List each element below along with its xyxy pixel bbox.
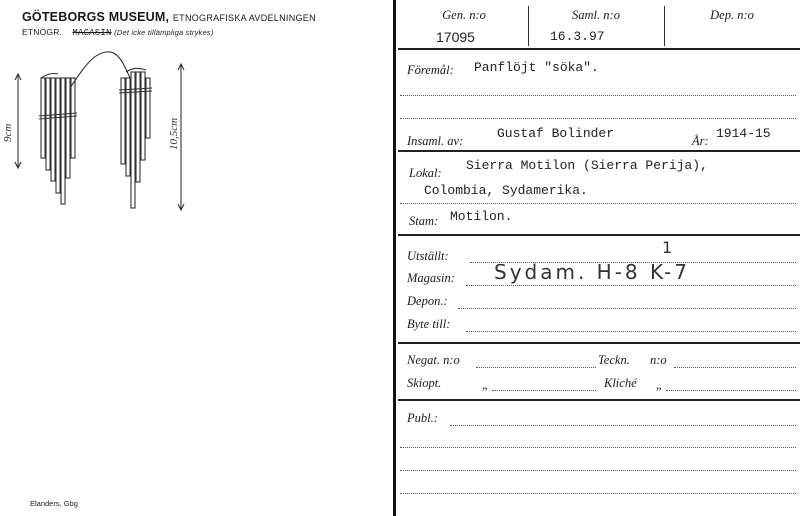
depon-label: Depon.: [407,294,448,308]
struck-word: MAGASIN [72,28,112,38]
stam-value: Motilon. [450,209,513,224]
magasin-value: Sydam. H-8 K-7 [494,260,690,284]
gen-label: Gen. n:o [442,8,486,22]
lokal-line-1: Sierra Motilon (Sierra Perija), [466,158,708,173]
foremal-label: Föremål: [407,63,454,77]
card-left-edge [393,0,396,516]
left-pipe-bundle [39,74,77,205]
ar-label: År: [692,134,709,148]
magasin-label: Magasin: [407,271,455,285]
lokal-dots [400,203,796,204]
panpipe-sketch [0,50,220,220]
stam-label: Stam: [409,214,439,228]
saml-value: 16.3.97 [550,29,605,44]
foremal-dots-2 [400,95,796,96]
left-measure-label: 9cm [2,123,14,142]
negat-label: Negat. n:o [407,353,460,367]
teckn-label: Teckn. [598,353,630,367]
right-measure-label: 10,5cm [168,117,180,150]
kliche-label: Kliché [604,376,637,390]
publ-dots-2 [400,447,796,448]
foremal-dots-3 [400,118,796,119]
utstallt-value: 1 [662,238,676,257]
depon-dots [458,308,796,309]
department-name: ETNOGRAFISKA AVDELNINGEN [172,13,316,23]
kliche-ditto: „ [656,378,663,392]
gen-value: 17095 [436,29,475,45]
etnogr-label: ETNOGR. [22,27,63,37]
ar-value: 1914-15 [716,126,771,141]
rule-3 [398,234,800,236]
rule-5 [398,399,800,401]
saml-label: Saml. n:o [572,8,620,22]
catalogue-type-line [22,27,214,38]
lokal-line-2: Colombia, Sydamerika. [424,183,588,198]
printer-imprint: Elanders, Gbg [30,499,78,508]
publ-dots-1 [450,425,796,426]
publ-dots-3 [400,470,796,471]
skiopt-ditto: „ [482,378,489,392]
skiopt-dots [492,390,596,391]
kliche-dots [666,390,796,391]
strike-instruction: (Det icke tillämpliga strykes) [114,28,214,37]
rule-4 [398,342,800,344]
insaml-value: Gustaf Bolinder [497,126,615,141]
lokal-label: Lokal: [409,166,442,180]
teckn-no-label: n:o [650,353,667,367]
byte-label: Byte till: [407,317,451,331]
magasin-dots [466,285,796,286]
negat-dots [476,367,596,368]
museum-letterhead [22,10,316,24]
utstallt-label: Utställt: [407,249,449,263]
dep-label: Dep. n:o [710,8,754,22]
publ-dots-4 [400,493,796,494]
insaml-label: Insaml. av: [407,134,464,148]
teckn-dots [674,367,796,368]
rule-2 [398,150,800,152]
museum-name: GÖTEBORGS MUSEUM, [22,10,170,24]
byte-dots [466,331,796,332]
skiopt-label: Skiopt. [407,376,442,390]
foremal-value: Panflöjt "söka". [474,60,599,75]
publ-label: Publ.: [407,411,438,425]
rule-1 [398,48,800,50]
right-pipe-bundle [119,68,152,208]
